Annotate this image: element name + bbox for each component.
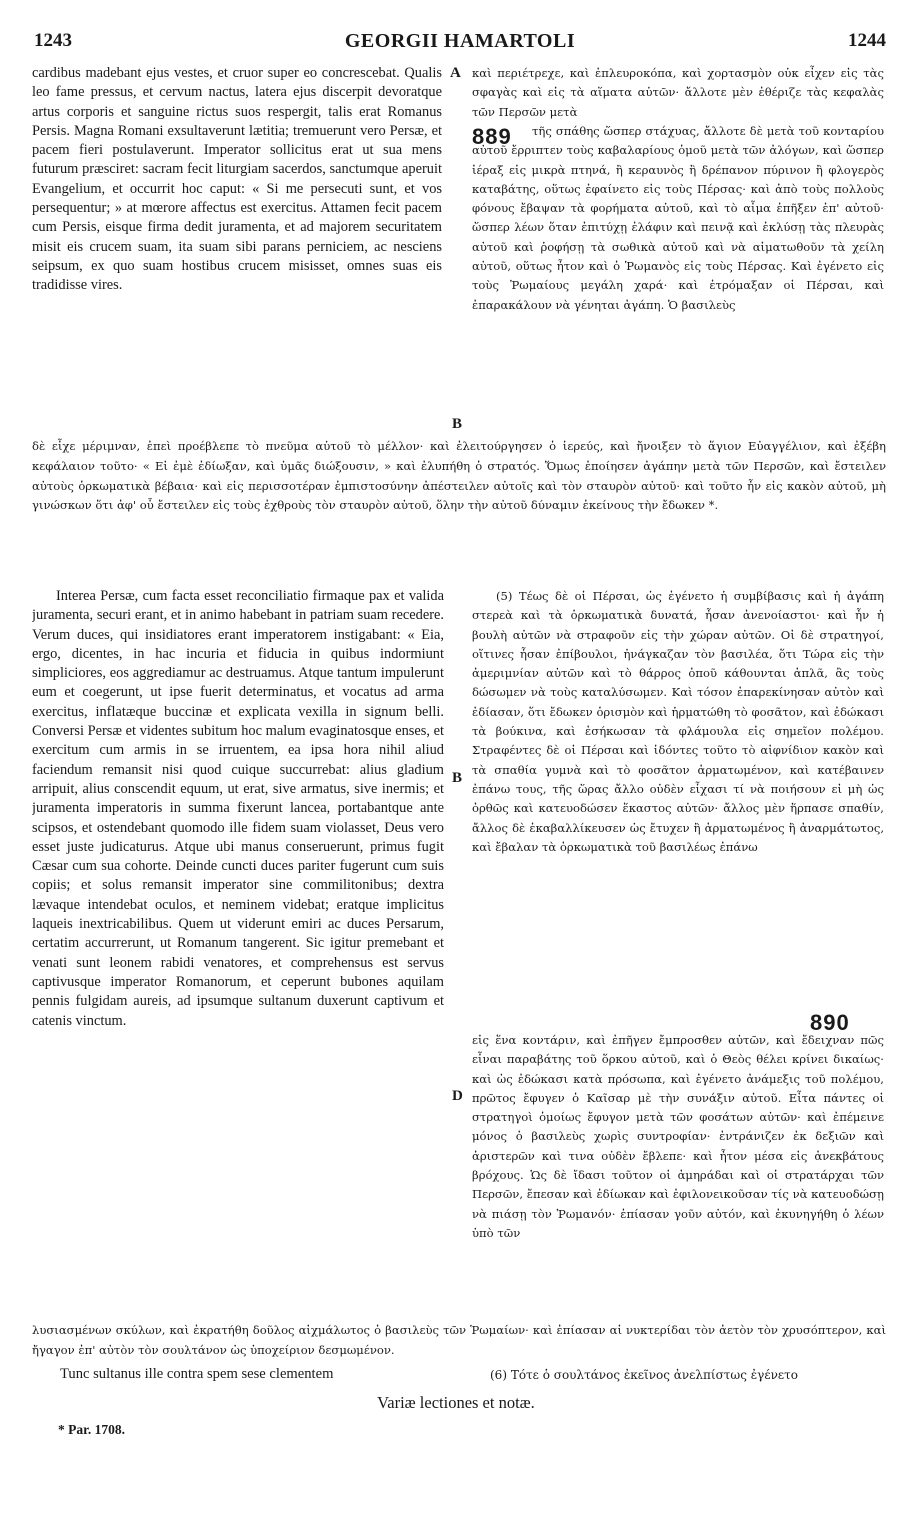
greek-paragraph: τῆς σπάθης ὥσπερ στάχυας, ἄλλοτε δὲ μετὰ τοῦ κονταρίου αὐτοῦ ἔρριπτεν τοὺς καβαλαρίους ὁμοῦ μετὰ τῶν ἀλόγων, καὶ ὥσπερ ἱέραξ εἰς μικρὰ πτηνά, ἢ κεραυνὸς ἢ δρέπανον πύρινον ἢ φλογερὸς καταβάτης, οὕτως ἐφαίνετο εἰς τοὺς Πέρσας· καὶ ἀπὸ τοὺς πολλοὺς φόνους ἔβαψαν τὰ φορήματα αὐτοῦ, καὶ τὸ αἷμα ἐπῆξεν ἐπ' αὐτοῦ· ὥσπερ λέων ὅταν ἐπιτύχῃ ἐλάφιν καὶ πεινᾷ καὶ ἐκλύσῃ τὰς πλευρὰς αὐτοῦ καὶ ῥοφήσῃ τὰ σωθικὰ αὐτοῦ καὶ νὰ αἱματωθοῦν τὰ χείλη αὐτοῦ, οὕτως ἦτον καὶ ὁ Ῥωμανὸς εἰς τοὺς Πέρσας. Καὶ ἐγένετο εἰς τοὺς Ῥωμαίους μεγάλη χαρά· καὶ ἐτρόμαξαν οἱ Πέρσαι, καὶ ἐπαρακάλουν νὰ γένηται ἀγάπη. Ὁ βασιλεὺς bbox=[472, 124, 884, 312]
greek-tail-line: (6) Τότε ὁ σουλτάνος ἐκεῖνος ἀνελπίστως ἐγένετο bbox=[490, 1368, 798, 1382]
latin-column-top bbox=[32, 64, 442, 432]
section-marker-d: D bbox=[452, 1088, 463, 1104]
section-marker-a: A bbox=[450, 65, 461, 81]
greek-full-width-passage bbox=[32, 437, 886, 577]
notes-heading: Variæ lectiones et notæ. bbox=[377, 1393, 535, 1412]
running-title: GEORGII HAMARTOLI bbox=[344, 30, 576, 52]
latin-tail-line: Tunc sultanus ille contra spem sese clementem bbox=[60, 1366, 334, 1382]
section-marker-b-middle: B bbox=[452, 770, 463, 786]
page-number-890: 890 bbox=[810, 1010, 850, 1035]
section-marker-b: B bbox=[452, 416, 463, 432]
greek-paragraph: λυσιασμένων σκύλων, καὶ ἐκρατήθη δοῦλος αἰχμάλωτος ὁ βασιλεὺς τῶν Ῥωμαίων· καὶ ἐπίασαν αἱ νυκτερίδαι τὸν ἀετὸν τὸν χρυσόπτερον, καὶ ἤγαγον ἐπ' αὐτὸν τὸν σουλτάνον ὡς ὑποχείριον δεσμωμένον. bbox=[32, 1323, 886, 1357]
page-number-left: 1243 bbox=[34, 30, 72, 51]
greek-paragraph: (5) Τέως δὲ οἱ Πέρσαι, ὡς ἐγένετο ἡ συμβίβασις καὶ ἡ ἀγάπη στερεὰ καὶ τὰ ὁρκωματικὰ δυνατά, ἦσαν ἀνενοίαστοι· καὶ ἦν ἡ βουλὴ αὐτῶν νὰ στραφοῦν εἰς τὴν χώραν αὐτῶν. Οἱ δὲ στρατηγοί, οἵτινες ἦσαν ἐπίβουλοι, ἠνάγκαζαν τὸν βασιλέα, ὅτι Τώρα εἰς τὴν ἀμεριμνίαν αὐτῶν καὶ τὸ θάρρος ὁποῦ κάθουνται ἁπλᾶ, ἂς τοὺς δώσωμεν νὰ τοὺς καταλύσωμεν. Καὶ τόσον ἐπαρεκίνησαν αὐτὸν καὶ ἐδίασαν, ὅτι ἔδωκεν ὁρισμὸν καὶ ἡρματώθη τὸ φοσᾶτον, καὶ ἐδώκασι τὰ βούκινα, καὶ ἐσήκωσαν τὰ φλάμουλα εἰς σημεῖον πολέμου. Στραφέντες δὲ οἱ Πέρσαι καὶ ἰδόντες τοῦτο τὸ αἰφνίδιον κακὸν καὶ τὰ σπαθία γυμνὰ καὶ τὸ φοσᾶτον ἁρματωμένον, καὶ κατέβαινεν ἐπάνω τους, τῆς ὥρας ἄλλο οὐδὲν εἶχασι τί νὰ ποιήσουν εἰ μὴ ὡς ὀρθῶς καὶ κατευοδώσεν ἕκαστος αὐτῶν· ἄλλος μὲν ἥρπασε σπαθίν, ἄλλος δὲ ἐκαβαλλίκευσεν ὡς ἔτυχεν ἢ ἁρματωμένος ἢ ἀναρμάτωτος, καὶ ἔβαλαν τὰ ὁρκωματικὰ τοῦ βασιλέως ἐπάνω bbox=[472, 589, 884, 854]
latin-paragraph: cardibus madebant ejus vestes, et cruor super eo concrescebat. Qualis leo fame pressus, et cervum nactus, latera ejus discerpit devoratque artus corporis et sanguine rictus suos respergit, talis erat Romanus Persis. Magna Romani exsultaverunt lætitia; tremuerunt vero Persæ, et pacem fieri postulaverunt. Imperator sollicitus erat ut sua mens futurum præsciret: sacram fecit liturgiam sacerdos, sanctumque aperuit Evangelium, et occurrit hoc caput: « Si me persecuti sunt, et vos persequentur; » at mœrore affectus est exercitus. Attamen fecit pacem cum Persis, eisque firma dedit juramenta, et ad majorem securitatem misit eis crucem suam, ita suam sibi parans perniciem, ac nesciens seipsum, ex quo suam hostibus crucem misisset, omnes suas eis tradidisse vires. bbox=[32, 65, 442, 294]
latin-column-middle bbox=[32, 587, 444, 1319]
greek-column-middle-2 bbox=[472, 1031, 884, 1319]
greek-paragraph: δὲ εἶχε μέριμναν, ἐπεὶ προέβλεπε τὸ πνεῦμα αὐτοῦ τὸ μέλλον· καὶ ἐλειτούργησεν ὁ ἱερεύς, καὶ ἤνοιξεν τὸ ἅγιον Εὐαγγέλιον, καὶ ἐξέβη κεφάλαιον τοῦτο· « Εἰ ἐμὲ ἐδίωξαν, καὶ ὑμᾶς διώξουσιν, » καὶ ἐλυπήθη ὁ στρατός. Ὅμως ἐποίησεν ἀγάπην μετὰ τῶν Περσῶν, καὶ ἔστειλεν αὐτοὺς ὁρκωματικὰ βέβαια· καὶ εἰς περισσοτέραν ἐμπιστοσύνην ἀπέστειλεν αὐτοῖς καὶ τὸν σταυρὸν αὐτοῦ· καὶ τοῦτο ἦν εἰς κακὸν αὐτοῦ, μὴ γινώσκων ὅτι ἀφ' οὗ ἔστειλεν εἰς τοὺς ἐχθροὺς τὸν σταυρὸν αὐτοῦ, ὅλην τὴν αὐτοῦ δύναμιν ἐκείνους τὴν ἔδωκεν *. bbox=[32, 439, 886, 513]
greek-paragraph: εἰς ἕνα κοντάριν, καὶ ἐπῆγεν ἔμπροσθεν αὐτῶν, καὶ ἔδειχναν πῶς εἶναι παραβάτης τοῦ ὅρκου αὐτοῦ, καὶ ὁ Θεὸς θέλει κρίνει δικαίως· καὶ ὡς ἐδώκασι κατὰ πρόσωπα, καὶ ἐγένετο ἀνάμεξις τοῦ πολέμου, πρῶτος ἔφυγεν ὁ Καῖσαρ μὲ τὴν συνάξιν αὐτοῦ. Εἶτα πάντες οἱ στρατηγοὶ ὁμοίως ἔφυγον μετὰ τῶν φοσάτων αὐτῶν· καὶ ἐπέμεινε μόνος ὁ βασιλεὺς χωρὶς συντροφίαν· ἐντράνιζεν ἐκ δεξιῶν καὶ ἀριστερῶν καὶ τινα οὐδὲν ἔβλεπε· καὶ ἦτον μέσα εἰς ἀνεκβάτους βρόχους. Ὡς δὲ ἴδασι τοῦτον οἱ ἀμηράδαι καὶ οἱ στρατάρχαι τῶν Περσῶν, ἔπεσαν καὶ ἐδίωκαν καὶ ἐφιλονεικοῦσαν τίς νὰ κατευοδώσῃ νὰ πιάσῃ τὸν Ῥωμανόν· ἐπίασαν γοῦν αὐτόν, καὶ ἐκυνηγήθη ὁ λέων ὑπὸ τῶν bbox=[472, 1033, 884, 1240]
running-header bbox=[34, 30, 886, 60]
greek-paragraph: καὶ περιέτρεχε, καὶ ἐπλευροκόπα, καὶ χορτασμὸν οὐκ εἶχεν εἰς τὰς σφαγὰς καὶ εἰς τὰ αἵματα αὐτῶν· ἄλλοτε μὲν ἐθέριζε τὰς κεφαλὰς τῶν Περσῶν μετὰ bbox=[472, 66, 884, 119]
footnote: * Par. 1708. bbox=[58, 1422, 125, 1437]
greek-column-top-2 bbox=[472, 122, 884, 432]
greek-column-top-1 bbox=[472, 64, 884, 122]
page-number-right: 1244 bbox=[848, 30, 886, 51]
greek-column-middle-1 bbox=[472, 587, 884, 1031]
page-number-889: 889 bbox=[472, 124, 512, 149]
latin-paragraph: Interea Persæ, cum facta esset reconciliatio firmaque pax et valida juramenta, securi erant, et in animo habebant in patriam suam recedere. Verum duces, qui insidiatores erant imperatorem instigabant: « Eia, ergo, dicentes, in hac incuria et fiducia in quibus indormiunt simpliciores, eos aggrediamur ac destruamus. Atque tantum impulerunt eum et coegerunt, ut ipse fuerit determinatus, et vocatus ad arma exercitus, inflatæque buccinæ et explicata vexilla in signum belli. Conversi Persæ et videntes subitum hoc malum evaginatosque enses, et exercitum cum armis in se irruentem, ea ipsa hora nihil aliud faciendum remansit nisi quod cuique succurrebat: alius gladium arripuit, alius conscendit equum, ut erat, sive armatus, sive inermis; et juramenta imperatoris in summa fixerunt lancea, portabantque ante scipsos, et ostendebant quomodo ille fidem suam violasset, Deus vero esset juste judicaturus. Atque ubi manus conseruerunt, primus fugit Cæsar cum sua cohorte. Deinde cuncti duces pariter fugerunt cum suis copiis; et solus remansit imperator sine commilitonibus; dextra lævaque intendebat oculos, et neminem videbat; eratque implicitus laqueis inextricabilibus. Quem ut viderunt emiri ac duces Persarum, certatim accurrerunt, ut Romanum tangerent. Sic igitur premebant et venati sunt leonem rabidi venatores, et comprehensus est servus captivusque imperator Romanorum, et ceperunt bubones aquilam pennis fulgidam aureis, ad ipsumque sultanum duxerunt captivum et catenis vinctum. bbox=[32, 588, 444, 1029]
greek-full-width-passage-2 bbox=[32, 1321, 886, 1363]
